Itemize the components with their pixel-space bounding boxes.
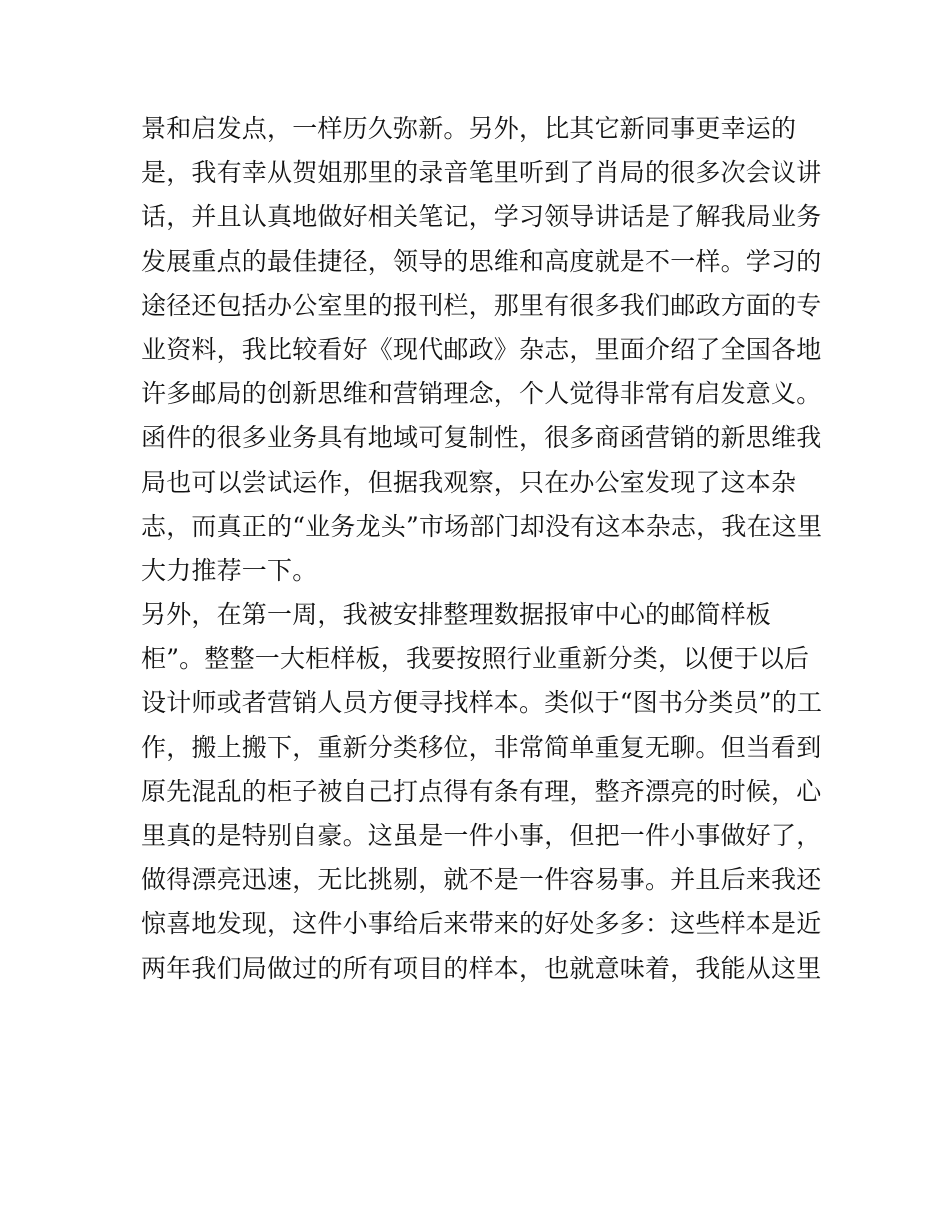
text-line: 里真的是特别自豪。这虽是一件小事，但把一件小事做好了， xyxy=(141,821,822,850)
text-line: 许多邮局的创新思维和营销理念，个人觉得非常有启发意义。 xyxy=(141,379,822,409)
text-line: 局也可以尝试运作，但据我观察，只在办公室发现了这本杂 xyxy=(141,467,797,497)
text-line: 设计师或者营销人员方便寻找样本。类似于“图书分类员”的工 xyxy=(141,688,823,718)
text-line: 途径还包括办公室里的报刊栏，那里有很多我们邮政方面的专 xyxy=(141,290,822,320)
text-line: 柜”。整整一大柜样板，我要按照行业重新分类，以便于以后 xyxy=(141,644,810,674)
text-line: 两年我们局做过的所有项目的样本，也就意味着，我能从这里 xyxy=(141,953,822,983)
body-text xyxy=(141,107,821,991)
text-line: 惊喜地发现，这件小事给后来带来的好处多多：这些样本是近 xyxy=(141,909,822,939)
text-line: 话，并且认真地做好相关笔记，学习领导讲话是了解我局业务 xyxy=(141,202,822,232)
text-line: 另外，在第一周，我被安排整理数据报审中心的邮简样板 xyxy=(141,600,772,630)
text-line: 作，搬上搬下，重新分类移位，非常简单重复无聊。但当看到 xyxy=(141,732,822,762)
text-line: 发展重点的最佳捷径，领导的思维和高度就是不一样。学习的 xyxy=(141,246,822,276)
text-line: 景和启发点，一样历久弥新。另外，比其它新同事更幸运的 xyxy=(141,114,797,143)
text-line: 大力推荐一下。 xyxy=(141,555,318,585)
text-line: 做得漂亮迅速，无比挑剔，就不是一件容易事。并且后来我还 xyxy=(141,865,822,895)
text-line: 志，而真正的“业务龙头”市场部门却没有这本杂志，我在这里 xyxy=(141,511,823,541)
text-line: 函件的很多业务具有地域可复制性，很多商函营销的新思维我 xyxy=(141,423,822,453)
text-line: 业资料，我比较看好《现代邮政》杂志，里面介绍了全国各地 xyxy=(141,334,822,364)
text-line: 原先混乱的柜子被自己打点得有条有理，整齐漂亮的时候，心 xyxy=(141,776,822,806)
text-line: 是，我有幸从贺姐那里的录音笔里听到了肖局的很多次会议讲 xyxy=(141,158,822,188)
